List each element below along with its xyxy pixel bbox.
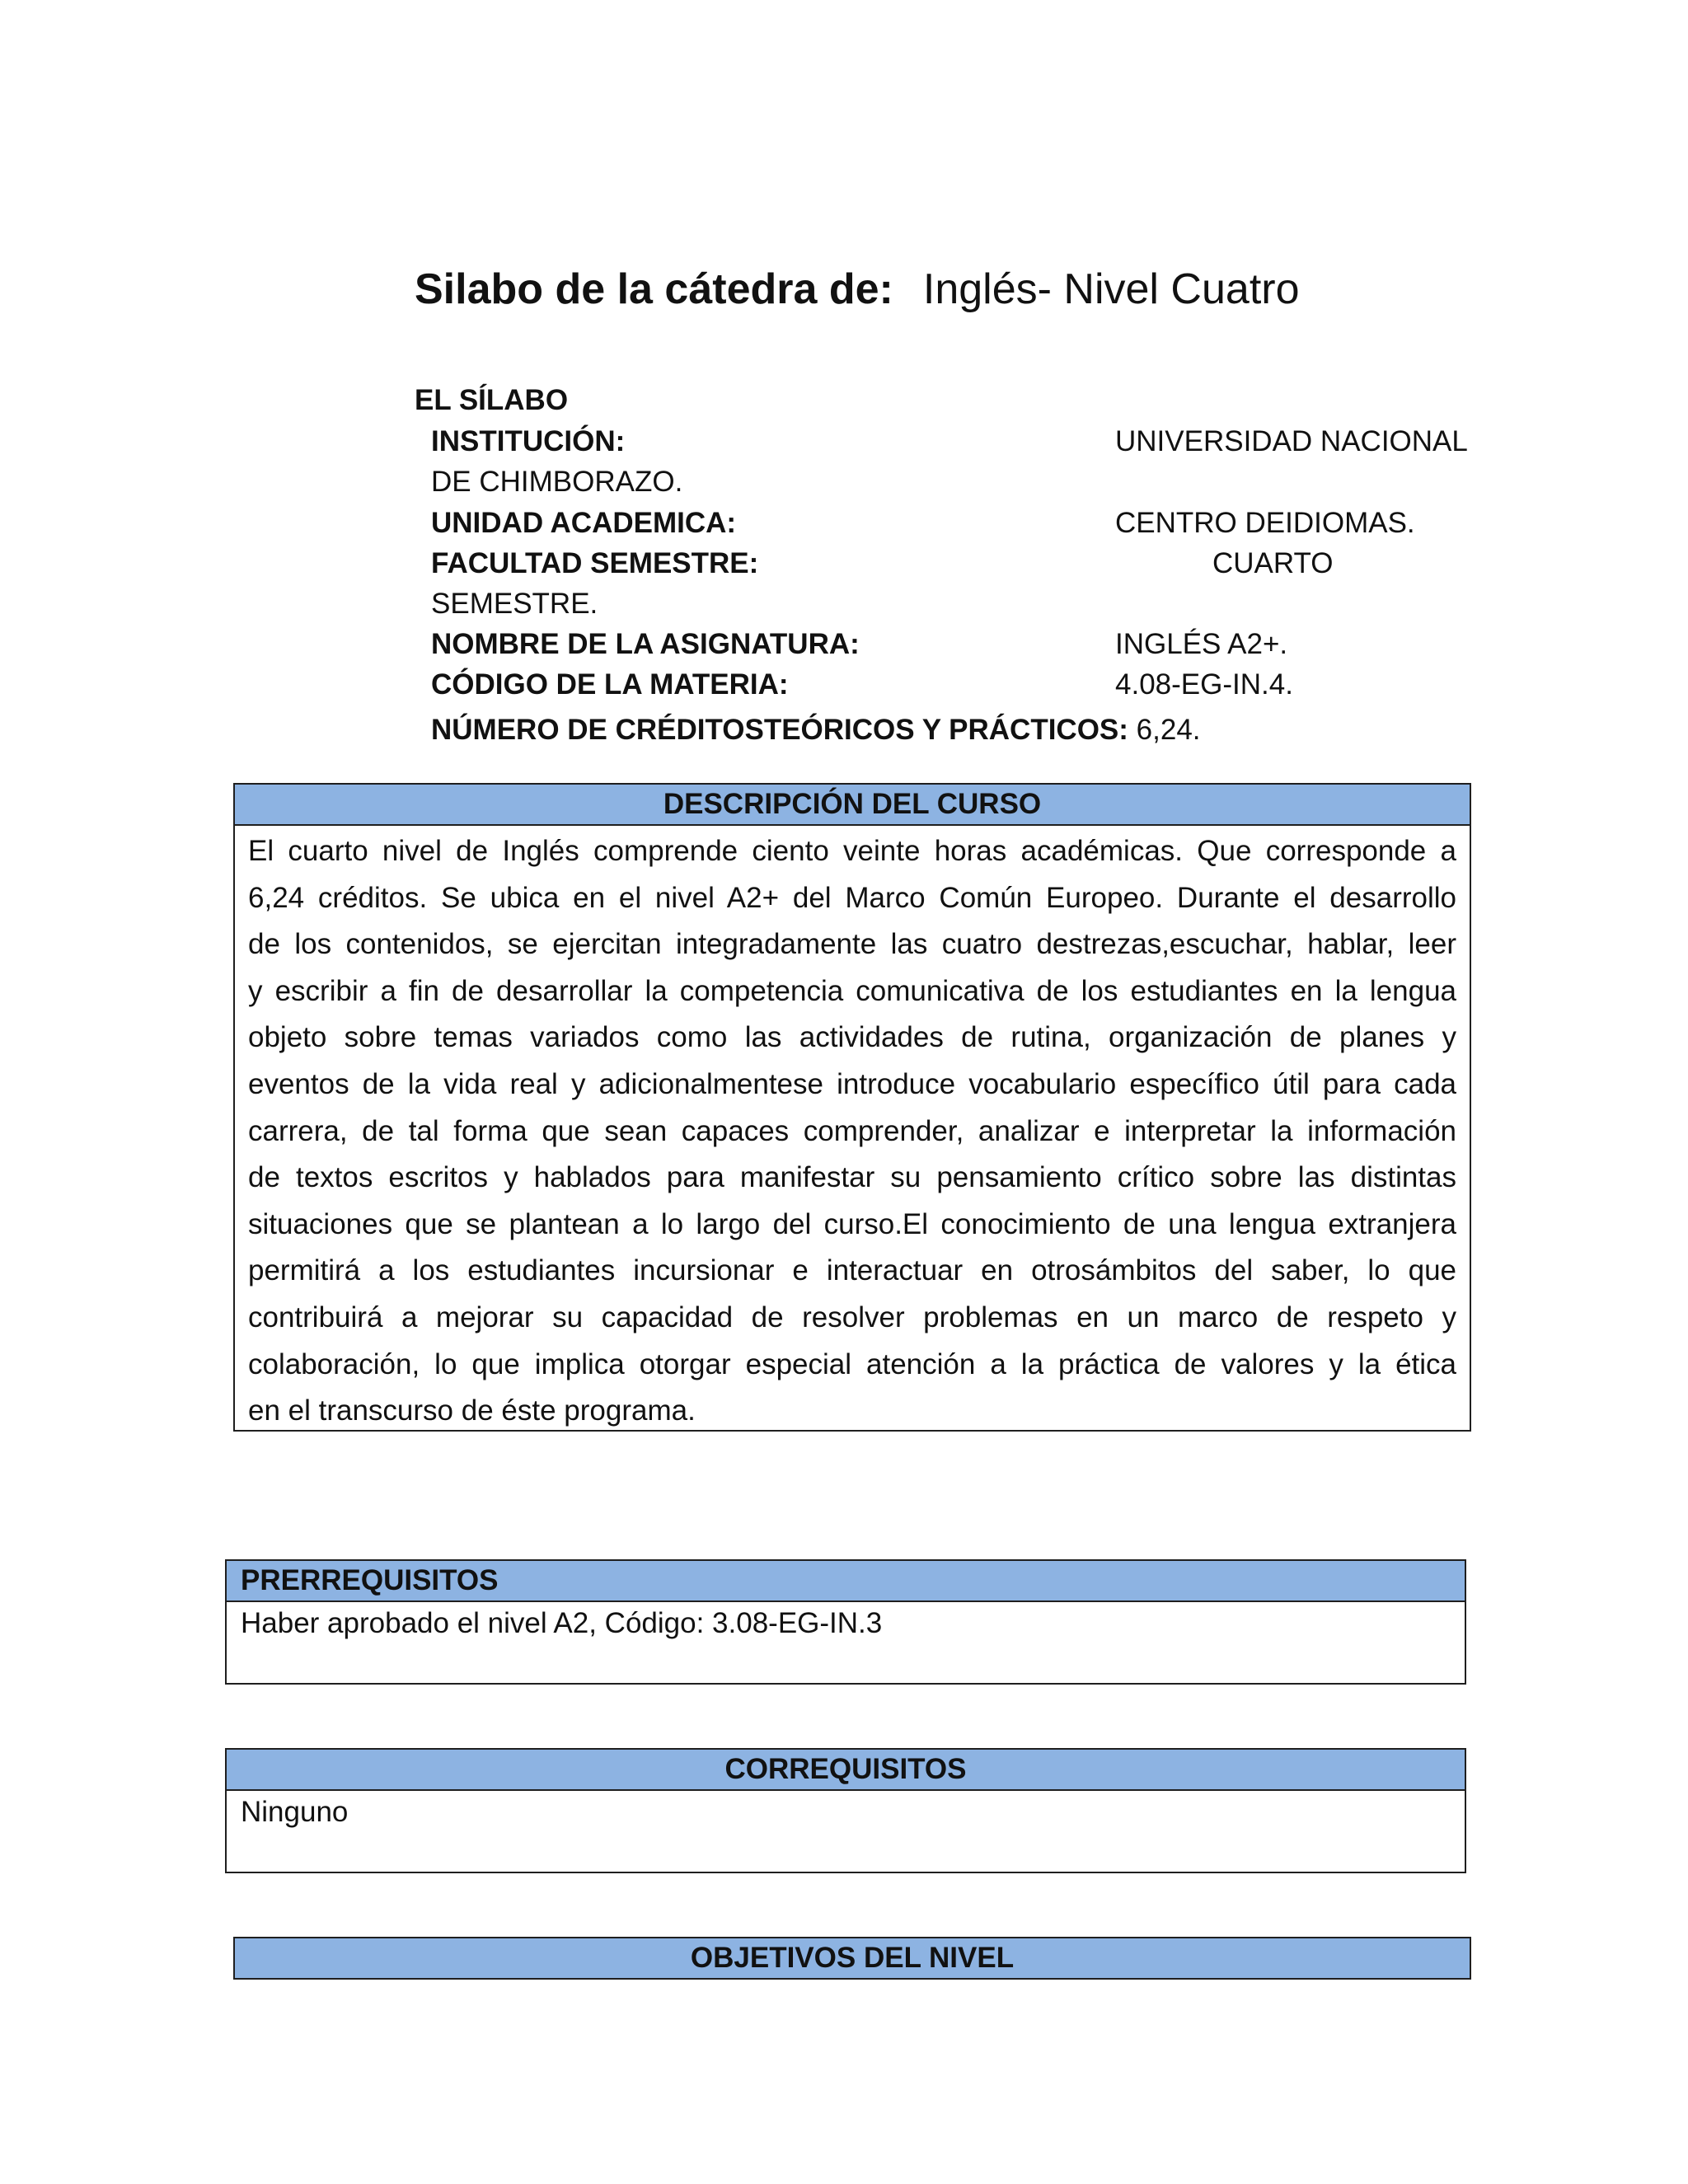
asignatura-value: INGLÉS A2+. — [1115, 628, 1288, 660]
descripcion-text — [235, 826, 1470, 1435]
descripcion-line: colaboración, lo que implica otorgar especial atención a la práctica de valores y la ética — [248, 1347, 1456, 1380]
descripcion-line: 6,24 créditos. Se ubica en el nivel A2+ del Marco Común Europeo. Durante el desarrollo — [248, 881, 1456, 914]
prerrequisitos-section — [225, 1559, 1466, 1685]
unidad-value: CENTRO DEIDIOMAS. — [1115, 507, 1415, 539]
descripcion-line: situaciones que se plantean a lo largo del curso.El conocimiento de una lengua extranjera — [248, 1207, 1456, 1240]
descripcion-section — [233, 783, 1471, 1432]
correquisitos-heading: CORREQUISITOS — [227, 1750, 1465, 1791]
creditos-label: NÚMERO DE CRÉDITOSTEÓRICOS Y PRÁCTICOS: — [431, 714, 1128, 746]
prerrequisitos-heading: PRERREQUISITOS — [227, 1561, 1465, 1602]
descripcion-line: El cuarto nivel de Inglés comprende ciento veinte horas académicas. Que corresponde a — [248, 835, 1456, 867]
institucion-value: UNIVERSIDAD NACIONAL — [1115, 425, 1468, 457]
descripcion-line: objeto sobre temas variados como las actividades de rutina, organización de planes y — [248, 1021, 1456, 1054]
correquisitos-text: Ninguno — [241, 1796, 349, 1828]
prerrequisitos-text: Haber aprobado el nivel A2, Código: 3.08-EG-IN.3 — [241, 1607, 883, 1639]
objetivos-section — [233, 1937, 1471, 1980]
descripcion-line: contribuirá a mejorar su capacidad de resolver problemas en un marco de respeto y — [248, 1301, 1456, 1333]
facultad-label: FACULTAD SEMESTRE: — [431, 547, 759, 579]
institucion-label: INSTITUCIÓN: — [431, 425, 626, 457]
creditos-value: 6,24. — [1136, 714, 1201, 746]
creditos-row — [431, 712, 1201, 748]
page-title — [415, 262, 1300, 316]
descripcion-line: permitirá a los estudiantes incursionar e interactuar en otrosámbitos del saber, lo que — [248, 1254, 1456, 1287]
descripcion-line: eventos de la vida real y adicionalmentese introduce vocabulario específico útil para cada — [248, 1067, 1456, 1100]
descripcion-heading: DESCRIPCIÓN DEL CURSO — [235, 785, 1470, 826]
descripcion-line: carrera, de tal forma que sean capaces comprender, analizar e interpretar la información — [248, 1114, 1456, 1147]
facultad-value: CUARTO — [1212, 547, 1334, 579]
descripcion-line: en el transcurso de éste programa. — [248, 1394, 696, 1427]
syllabus-heading: EL SÍLABO — [415, 384, 569, 416]
codigo-label: CÓDIGO DE LA MATERIA: — [431, 668, 789, 701]
correquisitos-section — [225, 1748, 1466, 1873]
institucion-value-cont: DE CHIMBORAZO. — [431, 466, 683, 498]
title-value: Inglés- Nivel Cuatro — [922, 265, 1300, 313]
facultad-value-cont: SEMESTRE. — [431, 588, 598, 620]
objetivos-heading: OBJETIVOS DEL NIVEL — [235, 1938, 1470, 1978]
asignatura-label: NOMBRE DE LA ASIGNATURA: — [431, 628, 860, 660]
codigo-value: 4.08-EG-IN.4. — [1115, 668, 1293, 701]
title-label: Silabo de la cátedra de: — [415, 265, 893, 313]
descripcion-line: de los contenidos, se ejercitan integradamente las cuatro destrezas,escuchar, hablar, leer — [248, 928, 1456, 961]
unidad-label: UNIDAD ACADEMICA: — [431, 507, 737, 539]
descripcion-line: de textos escritos y hablados para manifestar su pensamiento crítico sobre las distintas — [248, 1161, 1456, 1194]
descripcion-line: y escribir a fin de desarrollar la competencia comunicativa de los estudiantes en la lengua — [248, 974, 1456, 1007]
